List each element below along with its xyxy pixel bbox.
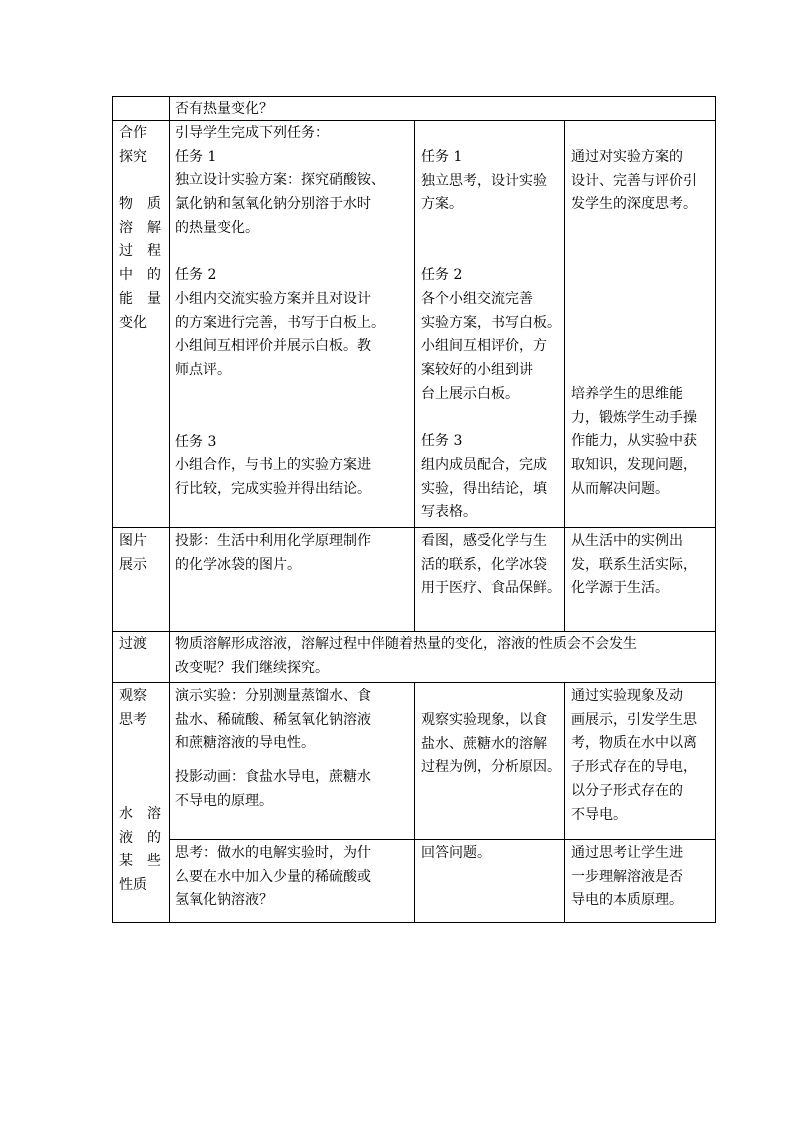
cell-line: 设计、完善与评价引: [571, 172, 697, 189]
cell-line: 的方案进行完善，书写于白板上。: [175, 314, 385, 331]
cell-line: 任务 2: [175, 267, 217, 284]
cell-line: 盐水、稀硫酸、稀氢氧化钠溶液: [175, 711, 371, 728]
cell-line: 投影：生活中利用化学原理制作: [175, 533, 371, 549]
cell-line: 任务 3: [175, 433, 217, 450]
label-char: 些: [147, 853, 161, 870]
cell-line: 改变呢？我们继续探究。: [175, 659, 329, 676]
cell-line: 任务 3: [421, 433, 463, 450]
label-char: 物: [119, 196, 133, 212]
row-label-line: 合作: [119, 125, 147, 141]
cell-line: 的化学冰袋的图片。: [175, 556, 301, 573]
label-char: 量: [147, 290, 161, 307]
cell-line: 不导电的原理。: [175, 792, 273, 809]
cell-line: 取知识，发现问题，: [571, 457, 697, 474]
design-purpose-cell: [571, 146, 697, 217]
cell-line: [175, 241, 385, 265]
cell-line: 投影动画：食盐水导电，蔗糖水: [175, 769, 371, 786]
cell-line: 小组间互相评价并展示白板。教: [175, 338, 371, 355]
row-label-transition: [119, 633, 147, 657]
column-divider: [414, 120, 415, 631]
row-divider: [112, 631, 715, 632]
cell-line: 氯化钠和氢氧化钠分别溶于水时: [175, 196, 371, 213]
table-border-top: [112, 96, 715, 97]
cell-line: 师点评。: [175, 362, 231, 379]
cell-line: 演示实验：分别测量蒸馏水、食: [175, 688, 371, 704]
label-char: 溶: [119, 219, 133, 236]
cell-line: 小组内交流实验方案并且对设计: [175, 290, 371, 307]
cell-line: 各个小组交流完善: [421, 290, 533, 307]
column-divider: [169, 96, 170, 922]
row-label-line: [119, 827, 161, 851]
cell-spacer: [175, 383, 385, 431]
cell-line: 通过对实验方案的: [571, 149, 683, 165]
label-char: 某: [119, 853, 133, 870]
teacher-activity-cell: [175, 842, 371, 913]
label-char: 的: [147, 829, 161, 846]
cell-spacer: [175, 756, 371, 766]
label-char: 的: [147, 267, 161, 284]
row-label-line: [119, 217, 161, 241]
cell-line: 不导电。: [571, 806, 627, 823]
row-label-line: 性质: [119, 877, 147, 894]
cell-line: 活的联系，化学冰袋: [421, 556, 547, 573]
label-char: 水: [119, 806, 133, 822]
cell-line: 发学生的深度思考。: [571, 196, 697, 213]
row-label-line: 图片: [119, 533, 147, 549]
cell-line: 案较好的小组到讲: [421, 361, 533, 378]
student-activity-cell: [421, 146, 561, 525]
cell-line: 台上展示白板。: [421, 385, 519, 402]
cell-line: 从生活中的实例出: [571, 533, 683, 549]
teacher-activity-cell: [175, 685, 371, 814]
design-purpose-cell: [571, 842, 683, 913]
cell-line: 氢氧化钠溶液？: [175, 892, 273, 909]
label-char: 中: [119, 267, 133, 284]
cell-spacer: [421, 406, 561, 430]
row-label-observe-think: [119, 685, 147, 732]
row-label-line: [119, 288, 161, 312]
cell-line: 子形式存在的导电，: [571, 759, 697, 776]
label-char: 质: [147, 196, 161, 212]
cell-line: 发，联系生活实际，: [571, 556, 697, 573]
student-activity-cell: [421, 709, 561, 780]
cell-line: 任务 1: [175, 148, 217, 165]
cell-spacer: [421, 217, 561, 264]
cell-line: 独立思考，设计实验: [421, 172, 547, 189]
student-activity-cell: [421, 842, 491, 866]
row-label-picture-display: [119, 530, 147, 577]
header-cell-text: 否有热量变化？: [175, 101, 273, 117]
label-char: 液: [119, 829, 133, 846]
cell-line: 小组合作，与书上的实验方案进: [175, 457, 371, 474]
cell-line: 和蔗糖溶液的导电性。: [175, 735, 315, 752]
student-activity-cell: [421, 530, 561, 601]
teacher-activity-cell: [175, 122, 385, 502]
cell-line: 观察实验现象，以食: [421, 712, 547, 728]
teacher-activity-cell: [175, 530, 371, 577]
design-purpose-cell: [571, 383, 697, 502]
cell-line: 小组间互相评价，方: [421, 338, 547, 355]
column-divider: [414, 682, 415, 922]
row-label-line: [119, 803, 161, 827]
row-label-line: [119, 264, 161, 288]
column-divider: [564, 682, 565, 922]
label-char: 溶: [147, 806, 161, 822]
cell-line: 通过思考让学生进: [571, 845, 683, 861]
row-label-line: 探究: [119, 148, 147, 165]
cell-line: 用于医疗、食品保鲜。: [421, 580, 561, 597]
label-char: 能: [119, 290, 133, 307]
row-label-line: 展示: [119, 556, 147, 573]
cell-line: 独立设计实验方案：探究硝酸铵、: [175, 172, 385, 189]
cell-line: 组内成员配合，完成: [421, 457, 547, 474]
cell-line: 力，锻炼学生动手操: [571, 409, 697, 426]
design-purpose-cell: [571, 685, 697, 827]
row-sublabel-solution-properties: [119, 803, 161, 898]
row-label-line: [119, 850, 161, 874]
row-label-line: 思考: [119, 711, 147, 728]
row-label-cooperative-inquiry: [119, 122, 147, 169]
cell-line: 考，物质在水中以离: [571, 735, 697, 752]
cell-line: 从而解决问题。: [571, 480, 669, 497]
row-divider: [169, 839, 715, 840]
cell-line: 回答问题。: [421, 845, 491, 861]
cell-line: 化学源于生活。: [571, 580, 669, 597]
cell-line: 思考：做水的电解实验时，为什: [175, 845, 371, 861]
cell-line: 物质溶解形成溶液，溶解过程中伴随着热量的变化，溶液的性质会不会发生: [175, 636, 637, 652]
cell-line: 通过实验现象及动: [571, 688, 683, 704]
row-label-line: 变化: [119, 314, 147, 331]
cell-line: 一步理解溶液是否: [571, 868, 683, 885]
cell-line: 盐水、蔗糖水的溶解: [421, 735, 547, 752]
cell-line: 导电的本质原理。: [571, 892, 683, 909]
cell-line: 以分子形式存在的: [571, 782, 683, 799]
row-sublabel-dissolution-energy: [119, 193, 161, 335]
cell-line: 引导学生完成下列任务：: [175, 125, 329, 141]
label-char: 过: [119, 243, 133, 260]
cell-line: 培养学生的思维能: [571, 386, 683, 402]
cell-line: 写表格。: [421, 504, 477, 521]
cell-line: 实验，得出结论，填: [421, 480, 547, 497]
row-label-line: [119, 240, 161, 264]
cell-line: 的热量变化。: [175, 219, 259, 236]
table-border-left: [112, 96, 113, 922]
lesson-plan-table: [112, 96, 715, 922]
cell-line: 方案。: [421, 196, 463, 213]
row-label-line: 观察: [119, 688, 147, 704]
row-label-line: 过渡: [119, 636, 147, 652]
label-char: 解: [147, 219, 161, 236]
cell-line: 行比较，完成实验并得出结论。: [175, 481, 371, 498]
column-divider: [564, 120, 565, 631]
cell-line: 任务 1: [421, 149, 463, 165]
cell-line: 画展示，引发学生思: [571, 711, 697, 728]
table-border-bottom: [112, 922, 716, 923]
cell-line: 实验方案，书写白板。: [421, 314, 561, 331]
transition-content-cell: [175, 633, 637, 680]
cell-line: 过程为例，分析原因。: [421, 759, 561, 776]
cell-line: 作能力，从实验中获: [571, 433, 697, 450]
design-purpose-cell: [571, 530, 697, 601]
row-label-line: [119, 193, 161, 217]
cell-line: 么要在水中加入少量的稀硫酸或: [175, 868, 371, 885]
table-border-right: [715, 96, 716, 922]
cell-line: 任务 2: [421, 267, 463, 284]
label-char: 程: [147, 243, 161, 260]
cell-line: 看图，感受化学与生: [421, 533, 547, 549]
